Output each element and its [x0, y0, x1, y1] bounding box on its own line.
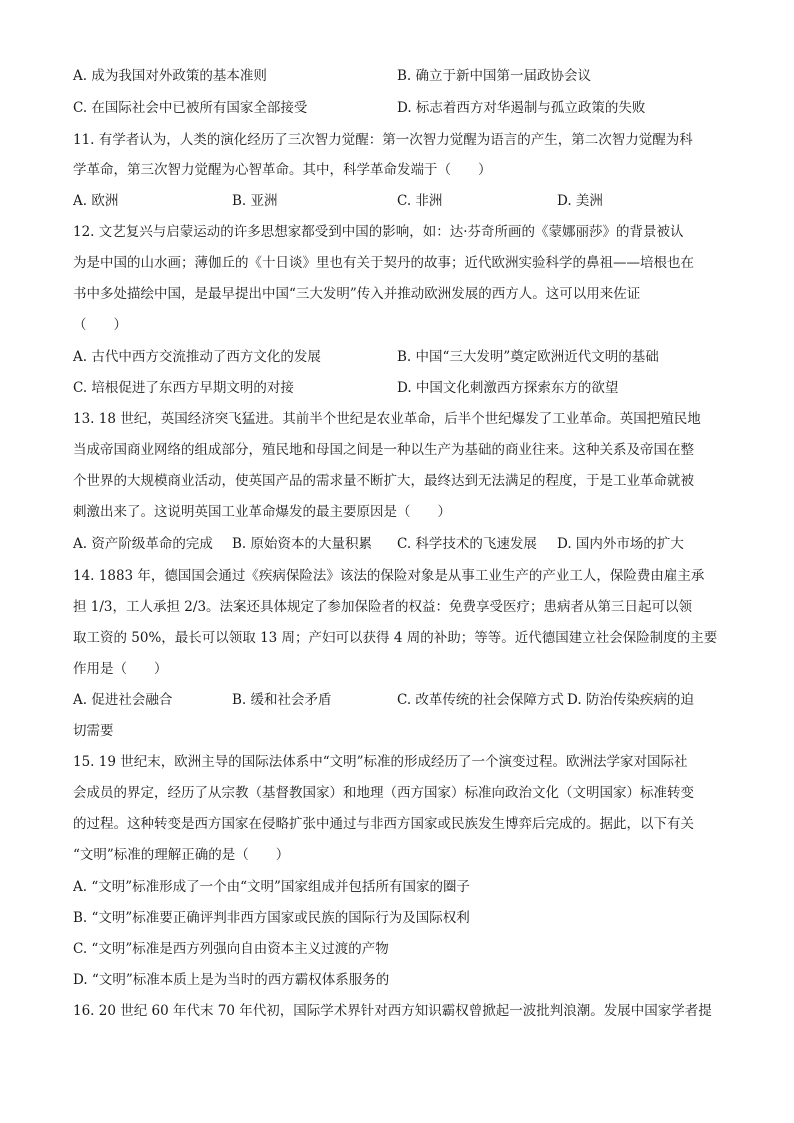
q14-stem-line: 取工资的 50%，最长可以领取 13 周；产妇可以获得 4 周的补助；等等。近代德国建立社会保险制度的主要 — [73, 630, 718, 646]
q11-option-d: D. 美洲 — [557, 193, 603, 209]
q13-stem-line: 当成帝国商业网络的组成部分，殖民地和母国之间是一种以生产为基础的商业往来。这种关系及帝国在整 — [73, 442, 694, 458]
q12-stem-line: 书中多处描绘中国，是最早提出中国“三大发明”传入并推动欧洲发展的西方人。这可以用来佐证 — [73, 286, 641, 302]
q10-option-a: A. 成为我国对外政策的基本准则 — [73, 68, 267, 84]
q12-stem-line: 12. 文艺复兴与启蒙运动的许多思想家都受到中国的影响，如：达·芬奇所画的《蒙娜丽莎》的背景被认 — [73, 224, 684, 240]
q12-option-b: B. 中国“三大发明”奠定欧洲近代文明的基础 — [397, 349, 659, 365]
q12-option-c: C. 培根促进了东西方早期文明的对接 — [73, 380, 294, 396]
q15-option-d: D. “文明”标准本质上是为当时的西方霸权体系服务的 — [73, 972, 390, 988]
q10-option-d: D. 标志着西方对华遏制与孤立政策的失败 — [397, 100, 646, 116]
q15-option-a: A. “文明”标准形成了一个由“文明”国家组成并包括所有国家的圈子 — [73, 879, 470, 895]
q11-stem-line: 11. 有学者认为，人类的演化经历了三次智力觉醒：第一次智力觉醒为语言的产生，第二次智力觉醒为科 — [73, 132, 693, 148]
q13-stem-line: 个世界的大规模商业活动，使英国产品的需求量不断扩大，最终达到无法满足的程度，于是工业革命就被 — [73, 473, 694, 489]
q12-option-d: D. 中国文化刺激西方探索东方的欲望 — [397, 380, 619, 396]
q13-stem-line: 13. 18 世纪，英国经济突飞猛进。其前半个世纪是农业革命，后半个世纪爆发了工业革命。英国把殖民地 — [73, 411, 701, 427]
q14-option-a: A. 促进社会融合 — [73, 692, 173, 708]
q12-stem-line: （ ） — [73, 317, 127, 333]
q13-option-c: C. 科学技术的飞速发展 — [397, 536, 537, 552]
q11-stem-line: 学革命，第三次智力觉醒为心智革命。其中，科学革命发端于（ ） — [73, 162, 492, 178]
q13-option-d: D. 国内外市场的扩大 — [557, 536, 684, 552]
q13-stem-line: 刺激出来了。这说明英国工业革命爆发的最主要原因是（ ） — [73, 504, 451, 520]
q11-option-c: C. 非洲 — [397, 193, 443, 209]
q13-option-b: B. 原始资本的大量积累 — [232, 536, 373, 552]
q10-option-c: C. 在国际社会中已被所有国家全部接受 — [73, 100, 308, 116]
q14-stem-line: 担 1/3，工人承担 2/3。法案还具体规定了参加保险者的权益：免费享受医疗；患病者从第三日起可以领 — [73, 599, 693, 615]
q15-stem-line: 15. 19 世纪末，欧洲主导的国际法体系中“文明”标准的形成经历了一个演变过程。欧洲法学家对国际社 — [73, 754, 688, 770]
q14-option-b: B. 缓和社会矛盾 — [232, 692, 332, 708]
q14-option-d-continued: 切需要 — [73, 723, 114, 739]
q13-option-a: A. 资产阶级革命的完成 — [73, 536, 213, 552]
q15-stem-line: “文明”标准的理解正确的是（ ） — [73, 847, 290, 863]
q15-stem-line: 会成员的界定，经历了从宗教（基督教国家）和地理（西方国家）标准向政治文化（文明国家）标准转变 — [73, 785, 694, 801]
q11-option-a: A. 欧洲 — [73, 193, 119, 209]
q10-option-b: B. 确立于新中国第一届政协会议 — [397, 68, 592, 84]
q15-option-b: B. “文明”标准要正确评判非西方国家或民族的国际行为及国际权利 — [73, 910, 470, 926]
q14-option-d: D. 防治传染疾病的迫 — [567, 692, 694, 708]
q11-option-b: B. 亚洲 — [232, 193, 278, 209]
q15-stem-line: 的过程。这种转变是西方国家在侵略扩张中通过与非西方国家或民族发生博弈后完成的。据此，以下有关 — [73, 816, 694, 832]
q12-stem-line: 为是中国的山水画；薄伽丘的《十日谈》里也有关于契丹的故事；近代欧洲实验科学的鼻祖——培根也在 — [73, 255, 694, 271]
q14-stem-line: 14. 1883 年，德国国会通过《疾病保险法》该法的保险对象是从事工业生产的产业工人，保险费由雇主承 — [73, 568, 705, 584]
q15-option-c: C. “文明”标准是西方列强向自由资本主义过渡的产物 — [73, 941, 389, 957]
q14-option-c: C. 改革传统的社会保障方式 — [397, 692, 564, 708]
q14-stem-line: 作用是（ ） — [73, 661, 168, 677]
q16-stem-line: 16. 20 世纪 60 年代末 70 年代初，国际学术界针对西方知识霸权曾掀起一波批判浪潮。发展中国家学者提 — [73, 1003, 712, 1019]
q12-option-a: A. 古代中西方交流推动了西方文化的发展 — [73, 349, 321, 365]
